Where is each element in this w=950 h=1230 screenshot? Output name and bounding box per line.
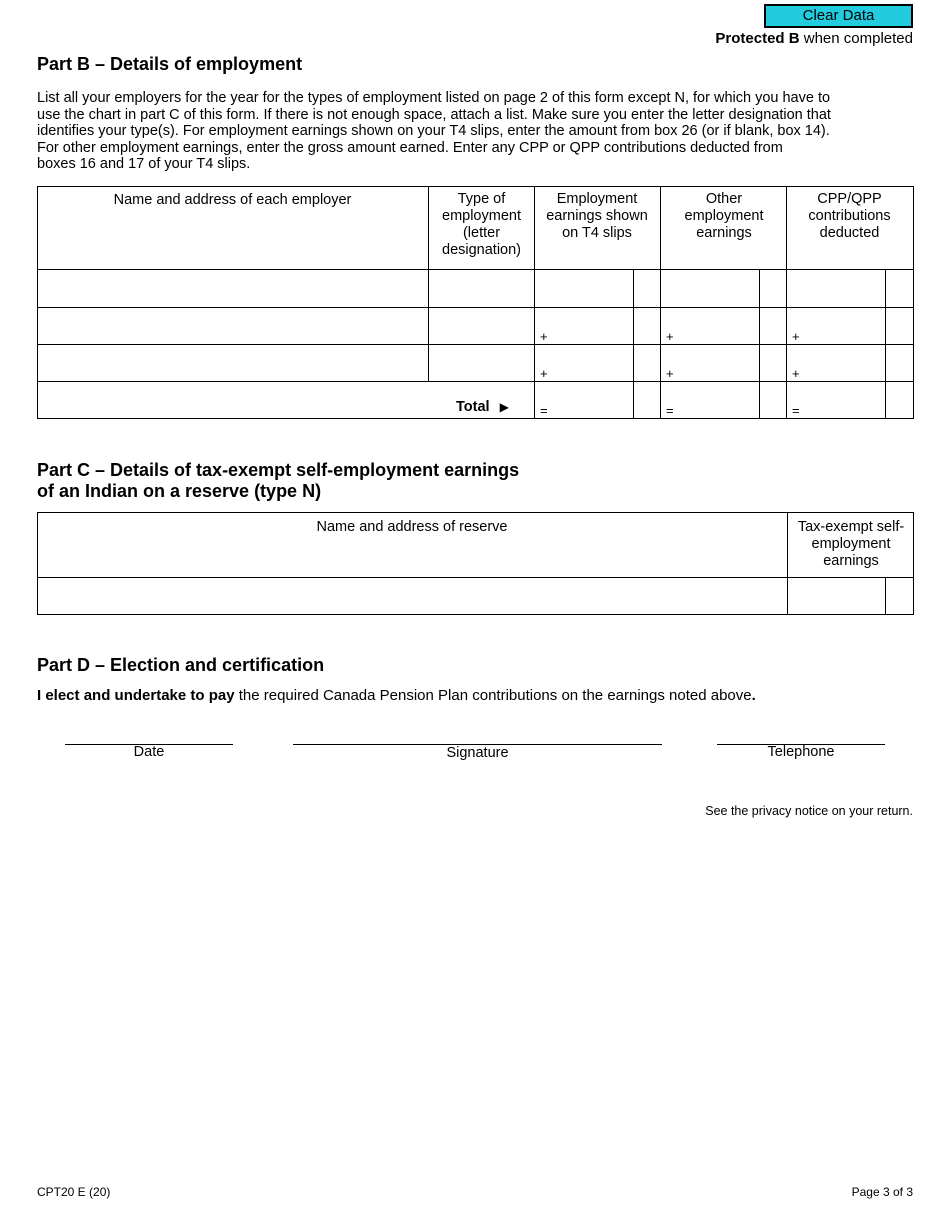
- plus-sign: +: [792, 366, 800, 381]
- total-label: [456, 399, 509, 415]
- employer-name-input-3[interactable]: [38, 345, 427, 380]
- employment-type-input-3[interactable]: [429, 345, 533, 380]
- part-c-title-line: of an Indian on a reserve (type N): [37, 481, 322, 501]
- election-statement: [37, 687, 756, 704]
- plus-sign: +: [540, 366, 548, 381]
- t4-earnings-input-1[interactable]: [535, 270, 632, 306]
- other-earnings-input-2[interactable]: [661, 308, 758, 343]
- t4-earnings-input-3[interactable]: [535, 345, 632, 380]
- part-b-title: Part B – Details of employment: [37, 54, 303, 74]
- instruction-line: List all your employers for the year for the types of employment listed on page 2 of this form except N, for which you have to: [37, 90, 831, 106]
- reserve-table: [37, 512, 914, 615]
- privacy-notice: See the privacy notice on your return.: [705, 804, 913, 818]
- employer-name-input-2[interactable]: [38, 308, 427, 343]
- header-cpp-qpp: CPP/QPP contributions deducted: [808, 191, 891, 241]
- page-number: Page 3 of 3: [851, 1185, 913, 1199]
- employment-type-input-2[interactable]: [429, 308, 533, 343]
- header-tax-exempt-earnings: Tax-exempt self-employment earnings: [797, 519, 905, 569]
- election-statement-bold: I elect and undertake to pay: [37, 687, 235, 704]
- telephone-label: Telephone: [767, 744, 835, 760]
- cpp-qpp-total[interactable]: [787, 383, 884, 418]
- instruction-line: identifies your type(s). For employment earnings shown on your T4 slips, enter the amount from box 26 (or if blank, box 14).: [37, 123, 830, 140]
- other-earnings-input-3[interactable]: [661, 345, 758, 380]
- form-identifier: CPT20 E (20): [37, 1185, 111, 1199]
- clear-data-button[interactable]: Clear Data: [764, 4, 913, 28]
- protected-notice: [715, 30, 913, 47]
- tax-exempt-earnings-input[interactable]: [788, 578, 884, 614]
- cpp-qpp-input-1[interactable]: [787, 270, 884, 306]
- plus-sign: +: [666, 366, 674, 381]
- other-earnings-total[interactable]: [661, 383, 758, 418]
- t4-earnings-total[interactable]: [535, 383, 632, 418]
- instruction-line: For other employment earnings, enter the gross amount earned. Enter any CPP or QPP contributions deducted from: [37, 139, 783, 156]
- plus-sign: +: [666, 329, 674, 344]
- cpp-qpp-input-2[interactable]: [787, 308, 884, 343]
- part-c-title: [37, 460, 519, 502]
- plus-sign: +: [792, 329, 800, 344]
- row-divider: [37, 381, 914, 382]
- equals-sign: =: [540, 403, 548, 418]
- header-other-earnings: Other employment earnings: [684, 191, 764, 241]
- part-b-instructions: [37, 90, 831, 173]
- part-c-title-line: Part C – Details of tax-exempt self-employment earnings: [37, 460, 520, 480]
- date-label: Date: [133, 744, 165, 760]
- plus-sign: +: [540, 329, 548, 344]
- other-earnings-input-1[interactable]: [661, 270, 758, 306]
- cpp-qpp-input-3[interactable]: [787, 345, 884, 380]
- header-t4-earnings: Employment earnings shown on T4 slips: [546, 191, 648, 241]
- protected-suffix: when completed: [799, 30, 913, 47]
- signature-label: Signature: [446, 745, 509, 761]
- equals-sign: =: [666, 403, 674, 418]
- employment-type-input-1[interactable]: [429, 270, 533, 306]
- total-arrow-icon: ▶: [499, 400, 509, 414]
- election-statement-text: the required Canada Pension Plan contributions on the earnings noted above: [234, 687, 752, 704]
- reserve-name-input[interactable]: [38, 578, 786, 614]
- employment-table: [37, 186, 914, 419]
- instruction-line: use the chart in part C of this form. If there is not enough space, attach a list. Make sure you enter the letter designation that: [37, 106, 831, 123]
- part-d-title: Part D – Election and certification: [37, 655, 325, 675]
- header-type: Type of employment (letter designation): [442, 191, 521, 258]
- election-statement-period: .: [751, 687, 756, 704]
- t4-earnings-input-2[interactable]: [535, 308, 632, 343]
- protected-label: Protected B: [715, 30, 800, 47]
- instruction-line: boxes 16 and 17 of your T4 slips.: [37, 156, 251, 173]
- header-reserve: Name and address of reserve: [316, 519, 508, 535]
- employer-name-input-1[interactable]: [38, 270, 427, 306]
- equals-sign: =: [792, 403, 800, 418]
- header-employer: Name and address of each employer: [113, 192, 352, 208]
- total-text: Total: [456, 399, 490, 415]
- cents-divider: [885, 577, 886, 615]
